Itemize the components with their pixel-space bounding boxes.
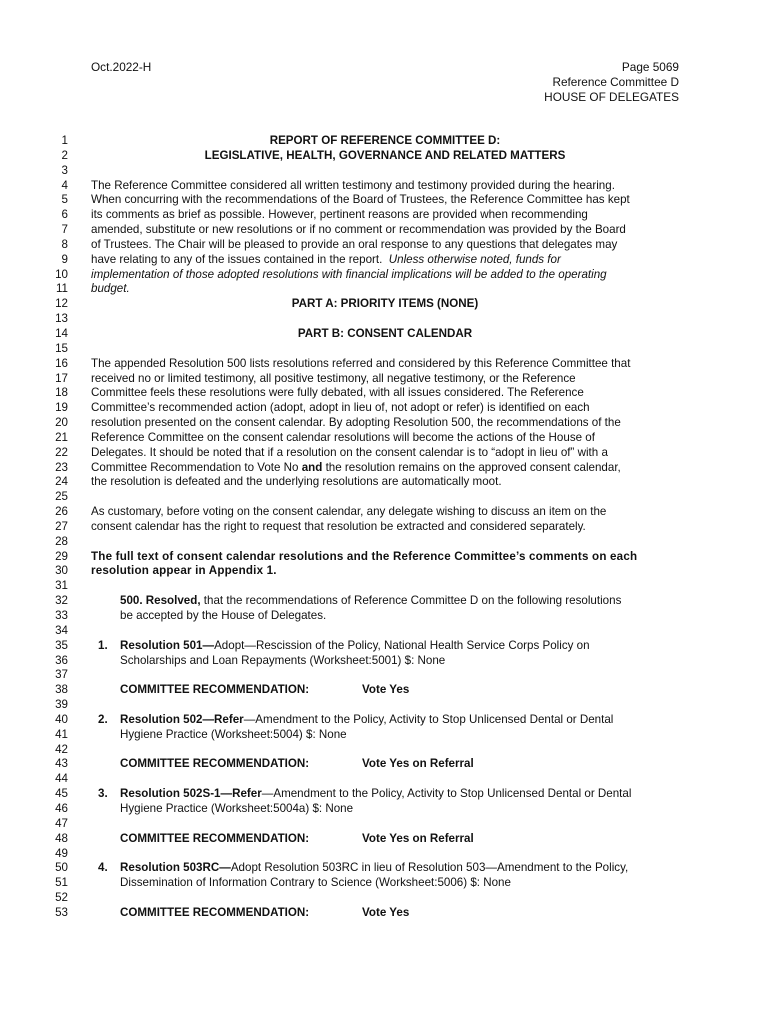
consent-text-bold: and	[301, 460, 323, 474]
line-number: 10	[55, 267, 68, 281]
item-number: 1.	[98, 638, 108, 652]
intro-text	[91, 253, 679, 268]
consent-text	[91, 461, 679, 476]
line-number: 7	[61, 223, 68, 237]
consent-text: Reference Committee on the consent calendar resolutions will become the actions of the House of	[91, 430, 595, 444]
item-description: —Amendment to the Policy, Activity to Stop Unlicensed Dental or Dental	[243, 712, 614, 726]
line-number: 33	[55, 609, 68, 622]
part-b-heading: PART B: CONSENT CALENDAR	[297, 326, 473, 340]
item-description: Dissemination of Information Contrary to Science (Worksheet:5006) $: None	[120, 876, 511, 890]
consent-text-plain: the resolution remains on the approved consent calendar,	[322, 460, 621, 474]
line-number: 22	[55, 445, 68, 459]
line-number: 53	[55, 905, 68, 919]
line-number: 17	[55, 371, 68, 385]
line-number: 38	[55, 683, 68, 697]
line-number: 34	[55, 623, 68, 637]
item-heading: Resolution 501—	[120, 638, 215, 652]
committee-recommendation-value: Vote Yes	[362, 905, 410, 919]
line-number: 20	[55, 416, 68, 430]
item-description: Hygiene Practice (Worksheet:5004a) $: None	[120, 801, 354, 815]
line-number: 12	[55, 297, 68, 311]
line-number: 18	[55, 386, 68, 400]
intro-text-italic: budget.	[91, 282, 130, 296]
consent-text: received no or limited testimony, all positive testimony, all negative testimony, or the Reference	[91, 371, 576, 385]
item-title	[120, 861, 679, 876]
line-number: 5	[61, 193, 68, 207]
intro-text: When concurring with the recommendations of the Board of Trustees, the Reference Committee has kept	[91, 193, 630, 207]
committee-name: Reference Committee D	[552, 74, 679, 89]
item-description: Scholarships and Loan Repayments (Worksheet:5001) $: None	[120, 653, 446, 667]
consent-text: Committee feels these resolutions were fully debated, with all issues considered. The Reference	[91, 386, 584, 400]
line-number: 23	[55, 460, 68, 474]
consent-text: resolution presented on the consent calendar. By adopting Resolution 500, the recommendations of the	[91, 416, 621, 430]
page-header	[544, 60, 679, 105]
item-description: —Amendment to the Policy, Activity to Stop Unlicensed Dental or Dental	[261, 787, 632, 801]
line-number: 29	[55, 549, 68, 563]
intro-text: The Reference Committee considered all written testimony and testimony provided during the hearing.	[91, 178, 615, 192]
intro-text: amended, substitute or new resolutions or if no comment or recommendation was provided by the Board	[91, 223, 626, 237]
line-number: 50	[55, 861, 68, 875]
consent-text: the resolution is defeated and the underlying resolutions are automatically moot.	[91, 475, 502, 489]
intro-text-plain: have relating to any of the issues contained in the report.	[91, 252, 389, 266]
resolution-500-resolved: 500. Resolved,	[120, 594, 201, 608]
line-number: 36	[55, 653, 68, 667]
line-number: 2	[61, 148, 68, 162]
item-description: Adopt—Rescission of the Policy, National Health Service Corps Policy on	[214, 638, 590, 652]
committee-recommendation-label: COMMITTEE RECOMMENDATION:	[120, 757, 310, 771]
resolution-500-text: that the recommendations of Reference Committee D on the following resolutions	[200, 594, 622, 608]
resolution-500-text: be accepted by the House of Delegates.	[120, 609, 327, 622]
intro-text: its comments as brief as possible. However, pertinent reasons are provided when recommending	[91, 208, 588, 222]
customary-text: As customary, before voting on the consent calendar, any delegate wishing to discuss an item on the	[91, 505, 607, 519]
line-number: 9	[61, 252, 68, 266]
line-number: 4	[61, 178, 68, 192]
fulltext-note: The full text of consent calendar resolutions and the Reference Committee’s comments on each	[91, 549, 638, 563]
line-number: 1	[61, 134, 68, 147]
line-number: 13	[55, 312, 68, 326]
intro-text-italic: implementation of those adopted resolutions with financial implications will be added to the operating	[91, 267, 607, 281]
consent-text: The appended Resolution 500 lists resolutions referred and considered by this Reference Committee that	[91, 356, 631, 370]
line-number: 16	[55, 356, 68, 370]
line-number: 48	[55, 831, 68, 845]
line-number: 27	[55, 519, 68, 533]
line-number: 35	[55, 638, 68, 652]
fulltext-note: resolution appear in Appendix 1.	[91, 564, 277, 578]
line-number: 11	[55, 282, 68, 296]
item-heading: Resolution 503RC—	[120, 861, 231, 875]
item-number: 3.	[98, 787, 108, 801]
part-a-heading: PART A: PRIORITY ITEMS (NONE)	[291, 297, 479, 311]
line-number: 49	[55, 846, 68, 860]
line-number: 31	[55, 579, 68, 593]
report-title: REPORT OF REFERENCE COMMITTEE D:	[269, 134, 501, 147]
consent-text: Committee’s recommended action (adopt, adopt in lieu of, not adopt or refer) is identified on each	[91, 401, 590, 415]
consent-text-plain: Committee Recommendation to Vote No	[91, 460, 302, 474]
line-number: 45	[55, 787, 68, 801]
item-number: 2.	[98, 712, 108, 726]
item-description: Hygiene Practice (Worksheet:5004) $: None	[120, 727, 347, 741]
line-number: 42	[55, 742, 68, 756]
line-number: 39	[55, 698, 68, 712]
committee-recommendation-label: COMMITTEE RECOMMENDATION:	[120, 831, 310, 845]
report-subtitle: LEGISLATIVE, HEALTH, GOVERNANCE AND RELATED MATTERS	[204, 148, 566, 162]
line-number: 24	[55, 475, 68, 489]
line-number: 30	[55, 564, 68, 578]
item-number: 4.	[98, 861, 108, 875]
committee-recommendation-value: Vote Yes on Referral	[362, 757, 474, 771]
line-number: 43	[55, 757, 68, 771]
item-heading: Resolution 502S-1—Refer	[120, 787, 262, 801]
line-number: 25	[55, 490, 68, 504]
committee-recommendation-label: COMMITTEE RECOMMENDATION:	[120, 905, 310, 919]
line-number: 51	[55, 876, 68, 890]
item-title	[120, 639, 679, 654]
doc-code: Oct.2022-H	[91, 60, 152, 74]
item-title	[120, 713, 679, 728]
page-number: Page 5069	[621, 60, 679, 74]
document-body	[0, 134, 770, 921]
line-number: 6	[61, 208, 68, 222]
item-description: Adopt Resolution 503RC in lieu of Resolution 503—Amendment to the Policy,	[230, 861, 629, 875]
line-number: 19	[55, 401, 68, 415]
item-heading: Resolution 502—Refer	[120, 712, 244, 726]
line-number: 14	[55, 326, 68, 340]
line-number: 41	[55, 727, 68, 741]
line-number: 15	[55, 341, 68, 355]
line-number: 44	[55, 772, 68, 786]
line-number: 37	[55, 668, 68, 682]
house-name: HOUSE OF DELEGATES	[544, 89, 679, 104]
item-title	[120, 787, 679, 802]
line-number: 40	[55, 712, 68, 726]
consent-text: Delegates. It should be noted that if a resolution on the consent calendar is to “adopt in lieu of” with a	[91, 445, 608, 459]
committee-recommendation-value: Vote Yes	[362, 683, 410, 697]
line-number: 52	[55, 891, 68, 905]
intro-text-italic: Unless otherwise noted, funds for	[388, 252, 561, 266]
customary-text: consent calendar has the right to request that resolution be extracted and considered separately.	[91, 519, 586, 533]
intro-text: of Trustees. The Chair will be pleased to provide an oral response to any questions that delegates may	[91, 237, 618, 251]
line-number: 32	[55, 594, 68, 608]
line-number: 46	[55, 801, 68, 815]
line-number: 21	[55, 430, 68, 444]
resolution-500	[120, 594, 679, 609]
line-number: 47	[55, 816, 68, 830]
committee-recommendation-value: Vote Yes on Referral	[362, 831, 474, 845]
line-number: 8	[61, 237, 68, 251]
line-number: 26	[55, 505, 68, 519]
committee-recommendation-label: COMMITTEE RECOMMENDATION:	[120, 683, 310, 697]
line-number: 28	[55, 534, 68, 548]
line-number: 3	[61, 163, 68, 177]
